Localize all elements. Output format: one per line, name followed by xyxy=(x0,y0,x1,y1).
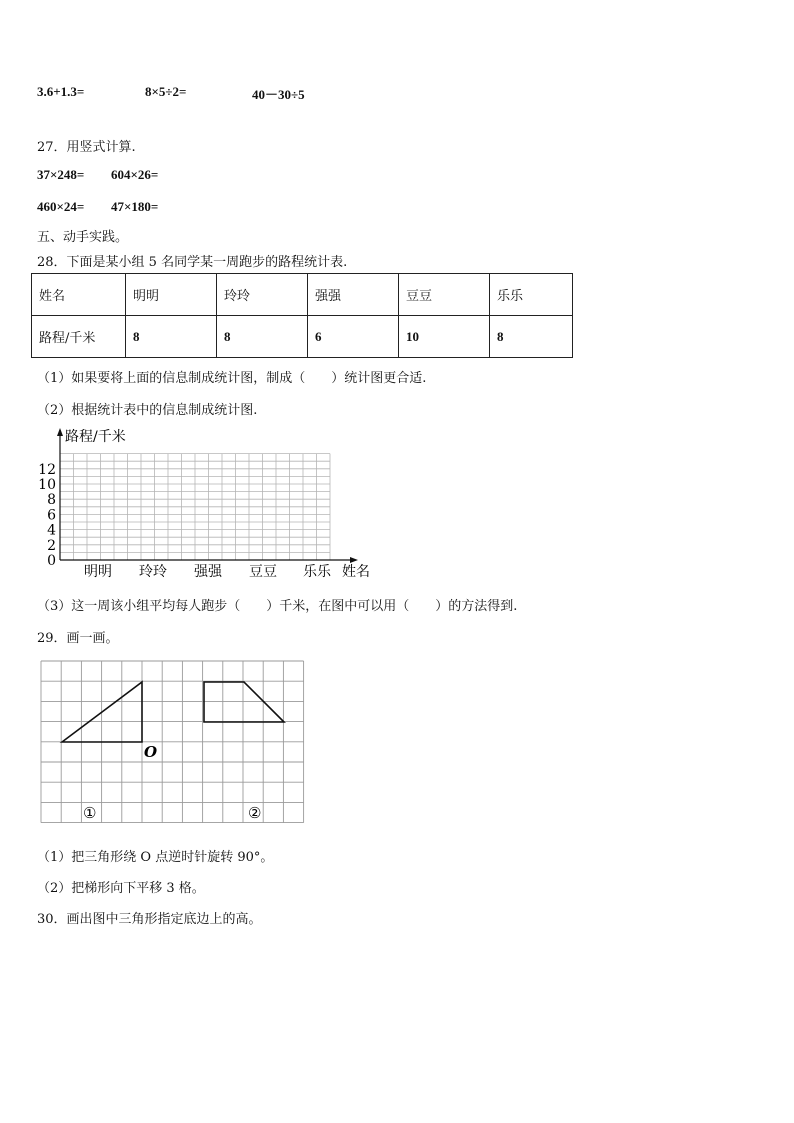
q29-title: 29．画一画。 xyxy=(37,631,119,646)
figure-2-label: ② xyxy=(248,804,262,822)
table-cell: 8 xyxy=(217,316,308,358)
x-axis-arrow xyxy=(350,557,358,563)
table-row xyxy=(32,316,573,358)
y-axis-arrow xyxy=(57,428,63,436)
x-category-label: 明明 xyxy=(84,564,112,580)
y-tick-label: 6 xyxy=(47,507,56,524)
table-cell: 8 xyxy=(126,316,217,358)
chart-axes xyxy=(57,428,358,563)
figure-1-label: ① xyxy=(83,804,97,822)
table-cell: 路程/千米 xyxy=(32,316,126,358)
table-cell: 8 xyxy=(490,316,573,358)
q28-sub1: （1）如果要将上面的信息制成统计图，制成（ ）统计图更合适. xyxy=(37,371,427,386)
table-header-cell: 姓名 xyxy=(32,274,126,316)
table-header-cell: 玲玲 xyxy=(217,274,308,316)
y-tick-label: 8 xyxy=(47,492,56,509)
trapezoid-shape xyxy=(204,682,284,722)
chart-y-axis-label: 路程/千米 xyxy=(65,429,126,445)
q28-title: 28．下面是某小组 5 名同学某一周跑步的路程统计表. xyxy=(37,255,348,270)
table-header-cell: 明明 xyxy=(126,274,217,316)
y-tick-label: 0 xyxy=(47,553,56,569)
calc-item-2: 8×5÷2= xyxy=(145,84,187,99)
calc-item-3: 40－30÷5 xyxy=(252,87,305,102)
chart-x-axis-label: 姓名 xyxy=(342,564,370,580)
q27-item-2: 604×26= xyxy=(111,167,159,182)
q29-sub1: （1）把三角形绕 O 点逆时针旋转 90°。 xyxy=(37,850,274,865)
table-header-cell: 豆豆 xyxy=(399,274,490,316)
x-category-label: 玲玲 xyxy=(139,564,167,580)
table-cell: 6 xyxy=(308,316,399,358)
section-title: 五、动手实践。 xyxy=(37,230,129,245)
bar-chart-grid xyxy=(30,424,380,584)
q27-item-3: 460×24= xyxy=(37,199,85,214)
q27-title: 27．用竖式计算. xyxy=(37,140,136,155)
distance-table xyxy=(31,273,573,358)
table-header-row xyxy=(32,274,573,316)
calc-item-1: 3.6+1.3= xyxy=(37,84,85,99)
chart-y-tick-labels xyxy=(38,462,56,569)
y-tick-label: 12 xyxy=(38,461,56,478)
table-header-cell: 乐乐 xyxy=(490,274,573,316)
y-tick-label: 4 xyxy=(47,522,56,539)
q27-item-4: 47×180= xyxy=(111,199,159,214)
x-category-label: 强强 xyxy=(194,564,222,580)
table-header-cell: 强强 xyxy=(308,274,399,316)
y-tick-label: 10 xyxy=(38,477,56,493)
y-tick-label: 2 xyxy=(47,537,56,554)
q29-sub2: （2）把梯形向下平移 3 格。 xyxy=(37,881,205,896)
table-cell: 10 xyxy=(399,316,490,358)
q28-sub2: （2）根据统计表中的信息制成统计图. xyxy=(37,403,258,418)
q27-item-1: 37×248= xyxy=(37,167,85,182)
chart-gridlines xyxy=(60,454,330,560)
x-category-label: 豆豆 xyxy=(249,564,277,580)
x-category-label: 乐乐 xyxy=(303,564,331,580)
point-o-label: O xyxy=(144,743,158,761)
chart-x-category-labels xyxy=(84,564,332,580)
q28-sub3: （3）这一周该小组平均每人跑步（ ）千米，在图中可以用（ ）的方法得到. xyxy=(37,599,518,614)
q30-title: 30．画出图中三角形指定底边上的高。 xyxy=(37,912,262,927)
drawing-grid xyxy=(40,660,308,828)
